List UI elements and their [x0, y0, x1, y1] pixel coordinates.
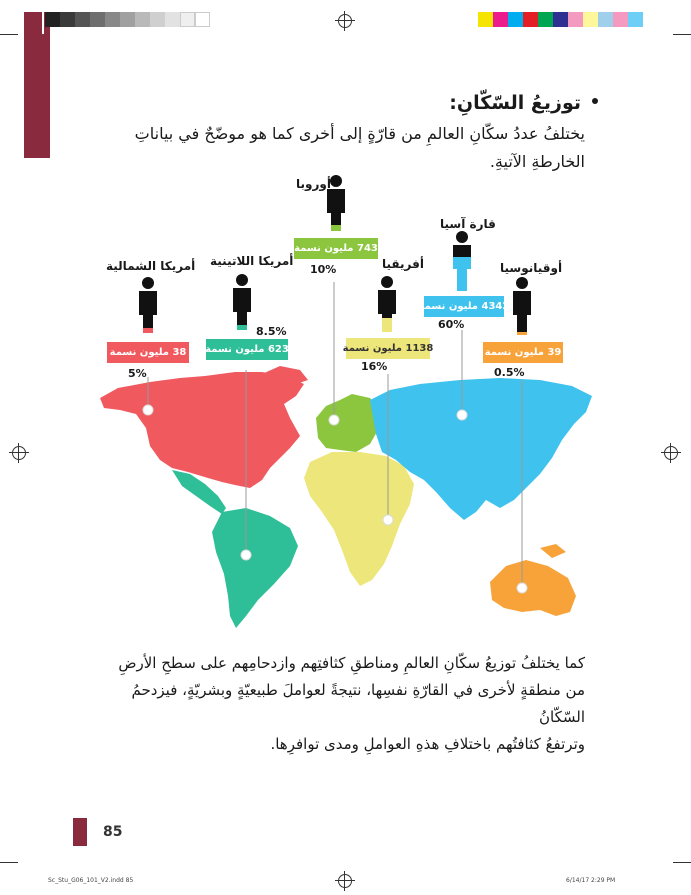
south-america-shape — [212, 508, 298, 628]
body-line: وترتفعُ كثافتُهم باختلافِ هذهِ العواملِ ومدى توافرِها. — [270, 735, 585, 753]
footer-accent-bar — [73, 818, 87, 846]
africa-shape — [304, 452, 414, 586]
oceania-figure — [513, 277, 531, 335]
page-number: 85 — [103, 824, 123, 840]
north-america-population-box: 38 مليون نسمة — [107, 342, 189, 363]
europe-percent: 10% — [310, 263, 337, 276]
body-line: كما يختلفُ توزيعُ سكّانِ العالمِ ومناطقِ كثافتِهم وازدحامِهم على سطحِ الأرضِ — [118, 654, 585, 672]
latin-america-name: أمريكا اللاتينية — [210, 254, 294, 268]
north-america-shape — [100, 366, 308, 488]
oceania-population-box: 39 مليون نسمة — [483, 342, 563, 363]
latin-america-figure — [233, 274, 251, 330]
north-america-figure — [139, 277, 157, 333]
europe-shape — [316, 394, 380, 452]
europe-population-box: 743 مليون نسمة — [294, 238, 378, 259]
asia-name: قارة آسيا — [440, 217, 496, 231]
africa-figure — [378, 276, 396, 332]
slug-date: 6/14/17 2:29 PM — [566, 877, 616, 884]
asia-population-box: 4342 مليون نسمة — [424, 296, 504, 317]
latin-america-percent: 8.5% — [256, 325, 287, 338]
body-line: من منطقةٍ لأخرى في القارّةِ نفسِها، نتيجةً لعواملَ طبيعيّةٍ وبشريّةٍ، فيزدحمُ السّكّانُ — [131, 681, 585, 726]
europe-name: أوروبا — [296, 177, 331, 191]
oceania-percent: 0.5% — [494, 366, 525, 379]
africa-percent: 16% — [361, 360, 388, 373]
body-paragraph — [85, 650, 585, 758]
oceania-name: أوقيانوسيا — [500, 261, 563, 275]
section-title: توزيعُ السّكّانِ: — [449, 92, 581, 114]
north-america-name: أمريكا الشمالية — [106, 259, 196, 273]
intro-paragraph: يختلفُ عددُ سكّانِ العالمِ من قارّةٍ إلى أخرى كما هو موضّحٌ في بياناتِ الخارطةِ الآتيةِ. — [134, 124, 585, 171]
asia-percent: 60% — [438, 318, 465, 331]
latin-america-population-box: 623 مليون نسمة — [206, 339, 288, 360]
slug-filename: Sc_Stu_G06_101_V2.indd 85 — [48, 877, 134, 884]
oceania-shape — [490, 544, 576, 616]
africa-name: أفريقيا — [382, 257, 424, 271]
africa-population-box: 1138 مليون نسمة — [346, 338, 430, 359]
north-america-percent: 5% — [128, 367, 147, 380]
asia-figure — [453, 231, 471, 291]
